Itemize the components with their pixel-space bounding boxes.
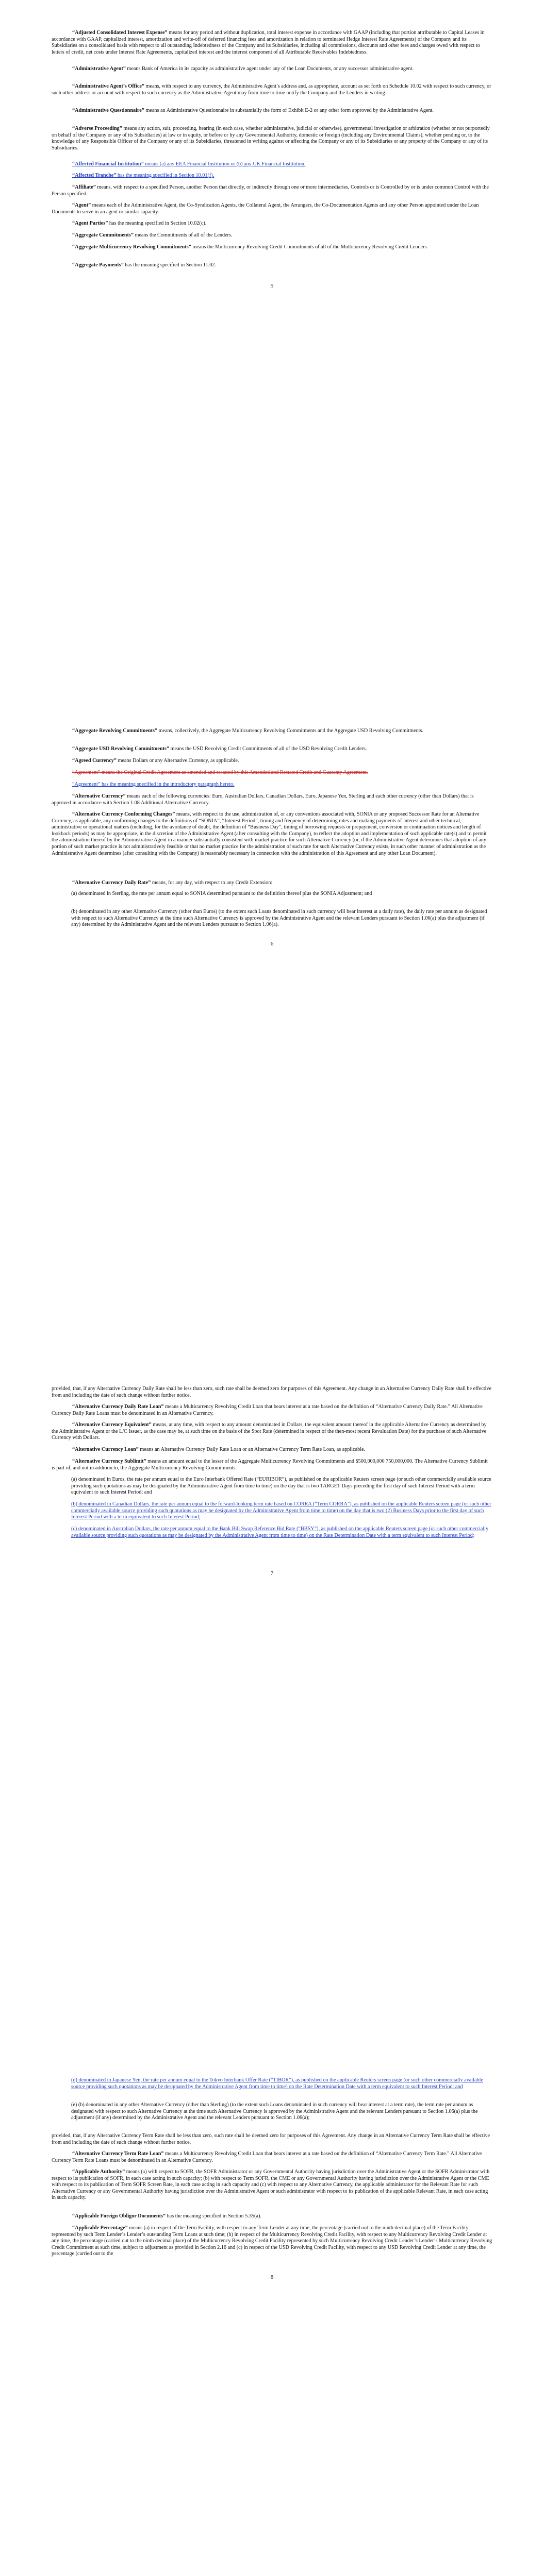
- page-number: 8: [270, 2274, 274, 2280]
- definition-alternative-currency-sublimit: “Alternative Currency Sublimit” means an amount equal to the lesser of the Aggregate Multicurrency Revolving Commitments and $500,000,000 750,000,000. The Alternative Currency Sublimit is part of, and not in addition to, the Aggregate Multicurrency Revolving Commitments.: [52, 1459, 488, 1471]
- clause-a-sterling: (a) denominated in Sterling, the rate per annum equal to SONIA determined pursuant to the definition thereof plus the SONIA Adjustment; and: [71, 891, 372, 896]
- definition-affected-tranche: “Affected Tranche” has the meaning specified in Section 10.01(f).: [72, 173, 215, 178]
- definition-aggregate-payments: “Aggregate Payments” has the meaning specified in Section 11.02.: [72, 262, 216, 268]
- proviso-term-rate-floor: provided, that, if any Alternative Currency Term Rate shall be less than zero, such rate shall be deemed zero for purposes of this Agreement. Any change in an Alternative Currency Term Rate shall be effective from and including the date of such change without further notice.: [52, 2133, 490, 2145]
- definition-administrative-questionnaire: “Administrative Questionnaire” means an Administrative Questionnaire in substantially the form of Exhibit E-2 or any other form approved by the Administrative Agent.: [72, 108, 434, 113]
- clause-b-canadian-dollars: (b) denominated in Canadian Dollars, the rate per annum equal to the forward-looking term rate based on CORRA (“Term CORRA”), as published on the applicable Reuters screen page (or such other commercially available source providing such quotations as may be designated by the Administrative Agent from time to time) on the day that is two (2) Business Days prior to the first day of such Interest Period with a term equivalent to such Interest Period;: [71, 1501, 491, 1520]
- definition-agreed-currency: “Agreed Currency” means Dollars or any Alternative Currency, as applicable.: [72, 758, 239, 764]
- definition-alternative-currency-conforming-changes: “Alternative Currency Conforming Changes” means, with respect to the use, administration of, or any conventions associated with, SONIA or any proposed Successor Rate for an Alternative Currency, as applicable, any conforming changes to the definitions of “SONIA”, “Interest Period”, timing and frequency of determining rates and making payments of interest and other technical, administrative or operational matters (including, for the avoidance of doubt, the definition of “Business Day”, timing of borrowing requests or prepayment, conversion or continuation notices and length of lookback periods) as may be appropriate, in the discretion of the Administrative Agent (after consulting with the Company), to reflect the adoption and implementation of such applicable rate(s) and to permit the administration thereof by the Administrative Agent in a manner substantially consistent with market practice for such Alternative Currency (or, if the Administrative Agent determines that adoption of any portion of such market practice is not administratively feasible or that no market practice for the administration of such rate for such Alternative Currency exists, in such other manner of administration as the Administrative Agent determines (after consulting with the Company) is reasonably necessary in connection with the administration of this Agreement and any other Loan Document).: [52, 811, 487, 856]
- definition-agent: “Agent” means each of the Administrative Agent, the Co-Syndication Agents, the Collateral Agent, the Arrangers, the Co-Documentation Agents and any other Person appointed under the Loan Documents to serve in an agent or similar capacity.: [52, 202, 479, 215]
- definition-aggregate-revolving-commitments: “Aggregate Revolving Commitments” means, collectively, the Aggregate Multicurrency Revolving Commitments and the Aggregate USD Revolving Commitments.: [72, 728, 424, 734]
- definition-alternative-currency-loan: “Alternative Currency Loan” means an Alternative Currency Daily Rate Loan or an Alternative Currency Term Rate Loan, as applicable.: [72, 1447, 366, 1452]
- definition-alternative-currency: “Alternative Currency” means each of the following currencies: Euro, Australian Dollars, Canadian Dollars, Euro, Japanese Yen, Sterling and each other currency (other than Dollars) that is approved in accordance with Section 1.08 Additional Alternative Currency.: [52, 793, 474, 806]
- definition-applicable-authority: “Applicable Authority” means (a) with respect to SOFR, the SOFR Administrator or any Governmental Authority having jurisdiction over the Administrative Agent or the SOFR Administrator with respect to its publication of SOFR, in each case acting in such capacity; (b) with respect to Term SOFR, the CME or any Governmental Authority having jurisdiction over the Administrative Agent or the CME with respect to its publication of Term SOFR Screen Rate, in each case acting in such capacity and (c) with respect to any Alternative Currency, the applicable administrator for the Relevant Rate for such Alternative Currency or any Governmental Authority having jurisdiction over the Administrative Agent or such administrator with respect to its publication of the applicable Relevant Rate, in each case acting in such capacity.: [52, 2169, 490, 2201]
- clause-a-euros: (a) denominated in Euros, the rate per annum equal to the Euro Interbank Offered Rate (“EURIBOR”), as published on the applicable Reuters screen page (or such other commercially available source providing such quotations as may be designated by the Administrative Agent from time to time) on the day that is two TARGET Days preceding the first day of such Interest Period with a term equivalent to such Interest Period; and: [71, 1477, 491, 1496]
- definition-alternative-currency-daily-rate: “Alternative Currency Daily Rate” means, for any day, with respect to any Credit Extension:: [72, 880, 273, 886]
- definition-applicable-percentage: “Applicable Percentage” means (a) in respect of the Term Facility, with respect to any Term Lender at any time, the percentage (carried out to the ninth decimal place) of the Term Facility represented by such Term Lender’s Lender’s outstanding Term Loans at such time; (b) in respect of the Multicurrency Revolving Credit Facility, with respect to any Multicurrency Revolving Credit Lender at any time, the percentage (carried out to the ninth decimal place) of the Multicurrency Revolving Credit Facility represented by such Multicurrency Revolving Credit Lender’s Lender’s Multicurrency Revolving Credit Commitment at such time, subject to adjustment as provided in Section 2.16 and (c) in respect of the USD Revolving Credit Facility, with respect to any USD Revolving Credit Lender at any time, the percentage (carried out to the: [52, 2225, 492, 2257]
- definition-adverse-proceeding: “Adverse Proceeding” means any action, suit, proceeding, hearing (in each case, whether administrative, judicial or otherwise), governmental investigation or arbitration (whether or not purportedly on behalf of the Company or any of its Subsidiaries) at law or in equity, or before or by any Governmental Authority, domestic or foreign (including any Environmental Claims), whether pending or, to the knowledge of any Responsible Officer of the Company or any of its Subsidiaries, threatened in writing against or affecting the Company or any of its Subsidiaries or any property of the Company or any of its Subsidiaries.: [52, 126, 490, 151]
- definition-administrative-agents-office: “Administrative Agent’s Office” means, with respect to any currency, the Administrative Agent’s address and, as appropriate, account as set forth on Schedule 10.02 with respect to such currency, or such other address or account with respect to such currency as the Administrative Agent may from time to time notify the Company and the Lenders in writing.: [52, 83, 491, 96]
- definition-aggregate-commitments: “Aggregate Commitments” means the Commitments of all of the Lenders.: [72, 232, 233, 238]
- clause-c-australian-dollars: (c) denominated in Australian Dollars, the rate per annum equal to the Bank Bill Swap Reference Bid Rate (“BBSY”), as published on the applicable Reuters screen page (or such other commercially available source providing such quotations as may be designated by the Administrative Agent from time to time) on the Rate Determination Date with a term equivalent to such Interest Period;: [71, 1526, 489, 1538]
- page-number: 7: [270, 1570, 274, 1577]
- clause-d-japanese-yen: (d) denominated in Japanese Yen, the rate per annum equal to the Tokyo Interbank Offer Rate (“TIBOR”), as published on the applicable Reuters screen page (or such other commercially available source providing such quotations as may be designated by the Administrative Agent from time to time) on the Rate Determination Date with a term equivalent to such Interest Period; and: [71, 2077, 483, 2090]
- definition-affiliate: “Affiliate” means, with respect to a specified Person, another Person that directly, or indirectly through one or more intermediaries, Controls or is Controlled by or is under common Control with the Person specified.: [52, 184, 489, 197]
- proviso-daily-rate-floor: provided, that, if any Alternative Currency Daily Rate shall be less than zero, such rate shall be deemed zero for purposes of this Agreement. Any change in an Alternative Currency Daily Rate shall be effective from and including the date of such change without further notice.: [52, 1386, 492, 1398]
- definition-administrative-agent: “Administrative Agent” means Bank of America in its capacity as administrative agent under any of the Loan Documents, or any successor administrative agent.: [72, 66, 414, 72]
- page-number: 6: [270, 941, 274, 947]
- definition-adjusted-consolidated-interest-expense: “Adjusted Consolidated Interest Expense” means for any period and without duplication, total interest expense in accordance with GAAP (including that portion attributable to Capital Leases in accordance with GAAP, capitalized interest, amortization and write-off of deferred financing fees and amortization in relation to terminated Hedge Interest Rate Agreements) of the Company and its Subsidiaries on a consolidated basis with respect to all outstanding Indebtedness of the Company and its Subsidiaries, including all commissions, discounts and other fees and charges owed with respect to letters of credit, net costs under Interest Rate Agreements, capitalized interest and the interest component of all Attributable Receivables Indebtedness.: [52, 30, 485, 55]
- definition-alternative-currency-term-rate-loan: “Alternative Currency Term Rate Loan” means a Multicurrency Revolving Credit Loan that bears interest at a rate based on the definition of “Alternative Currency Term Rate.” All Alternative Currency Term Rate Loans must be denominated in an Alternative Currency.: [52, 2151, 482, 2163]
- definition-affected-financial-institution: “Affected Financial Institution” means (a) any EEA Financial Institution or (b) any UK Financial Institution.: [72, 161, 306, 167]
- definition-applicable-foreign-obligor-documents: “Applicable Foreign Obligor Documents” has the meaning specified in Section 5.35(a).: [72, 2213, 261, 2219]
- clause-e-other-currency: (e) (b) denominated in any other Alternative Currency (other than Sterling) (to the extent such Loans denominated in such currency will bear interest at a term rate), the term rate per annum as designated with respect to such Alternative Currency at the time such Alternative Currency is approved by the Administrative Agent and the relevant Lenders pursuant to Section 1.06(a) plus the adjustment (if any) determined by the Administrative Agent and the relevant Lenders pursuant to Section 1.06(a);: [71, 2102, 478, 2121]
- definition-alternative-currency-equivalent: “Alternative Currency Equivalent” means, at any time, with respect to any amount denominated in Dollars, the equivalent amount thereof in the applicable Alternative Currency as determined by the Administrative Agent or the L/C Issuer, as the case may be, at such time on the basis of the Spot Rate (determined in respect of the then-most recent Revaluation Date) for the purchase of such Alternative Currency with Dollars.: [52, 1422, 487, 1441]
- deleted-definition-agreement: “Agreement” means the Original Credit Agreement as amended and restated by this Amended and Restated Credit and Guaranty Agreement.: [72, 770, 368, 775]
- page-number: 5: [270, 283, 274, 289]
- inserted-definition-agreement: “Agreement” has the meaning specified in the introductory paragraph hereto.: [72, 782, 235, 787]
- definition-aggregate-multicurrency-revolving-commitments: “Aggregate Multicurrency Revolving Commitments” means the Multicurrency Revolving Credit Commitments of all of the Multicurrency Revolving Credit Lenders.: [72, 244, 428, 250]
- definition-agent-parties: “Agent Parties” has the meaning specified in Section 10.02(c).: [72, 221, 207, 226]
- clause-b-other-currency: (b) denominated in any other Alternative Currency (other than Euros) (to the extent such Loans denominated in such currency will bear interest at a daily rate), the daily rate per annum as designated with respect to such Alternative Currency at the time such Alternative Currency is approved by the Administrative Agent and the relevant Lenders pursuant to Section 1.06(a) plus the adjustment (if any) determined by the Administrative Agent and the relevant Lenders pursuant to Section 1.06(a).: [71, 909, 487, 928]
- definition-alternative-currency-daily-rate-loan: “Alternative Currency Daily Rate Loan” means a Multicurrency Revolving Credit Loan that bears interest at a rate based on the definition of “Alternative Currency Daily Rate.” All Alternative Currency Daily Rate Loans must be denominated in an Alternative Currency.: [52, 1404, 483, 1416]
- definition-aggregate-usd-revolving-commitments: “Aggregate USD Revolving Commitments” means the USD Revolving Credit Commitments of all of the USD Revolving Credit Lenders.: [72, 746, 367, 752]
